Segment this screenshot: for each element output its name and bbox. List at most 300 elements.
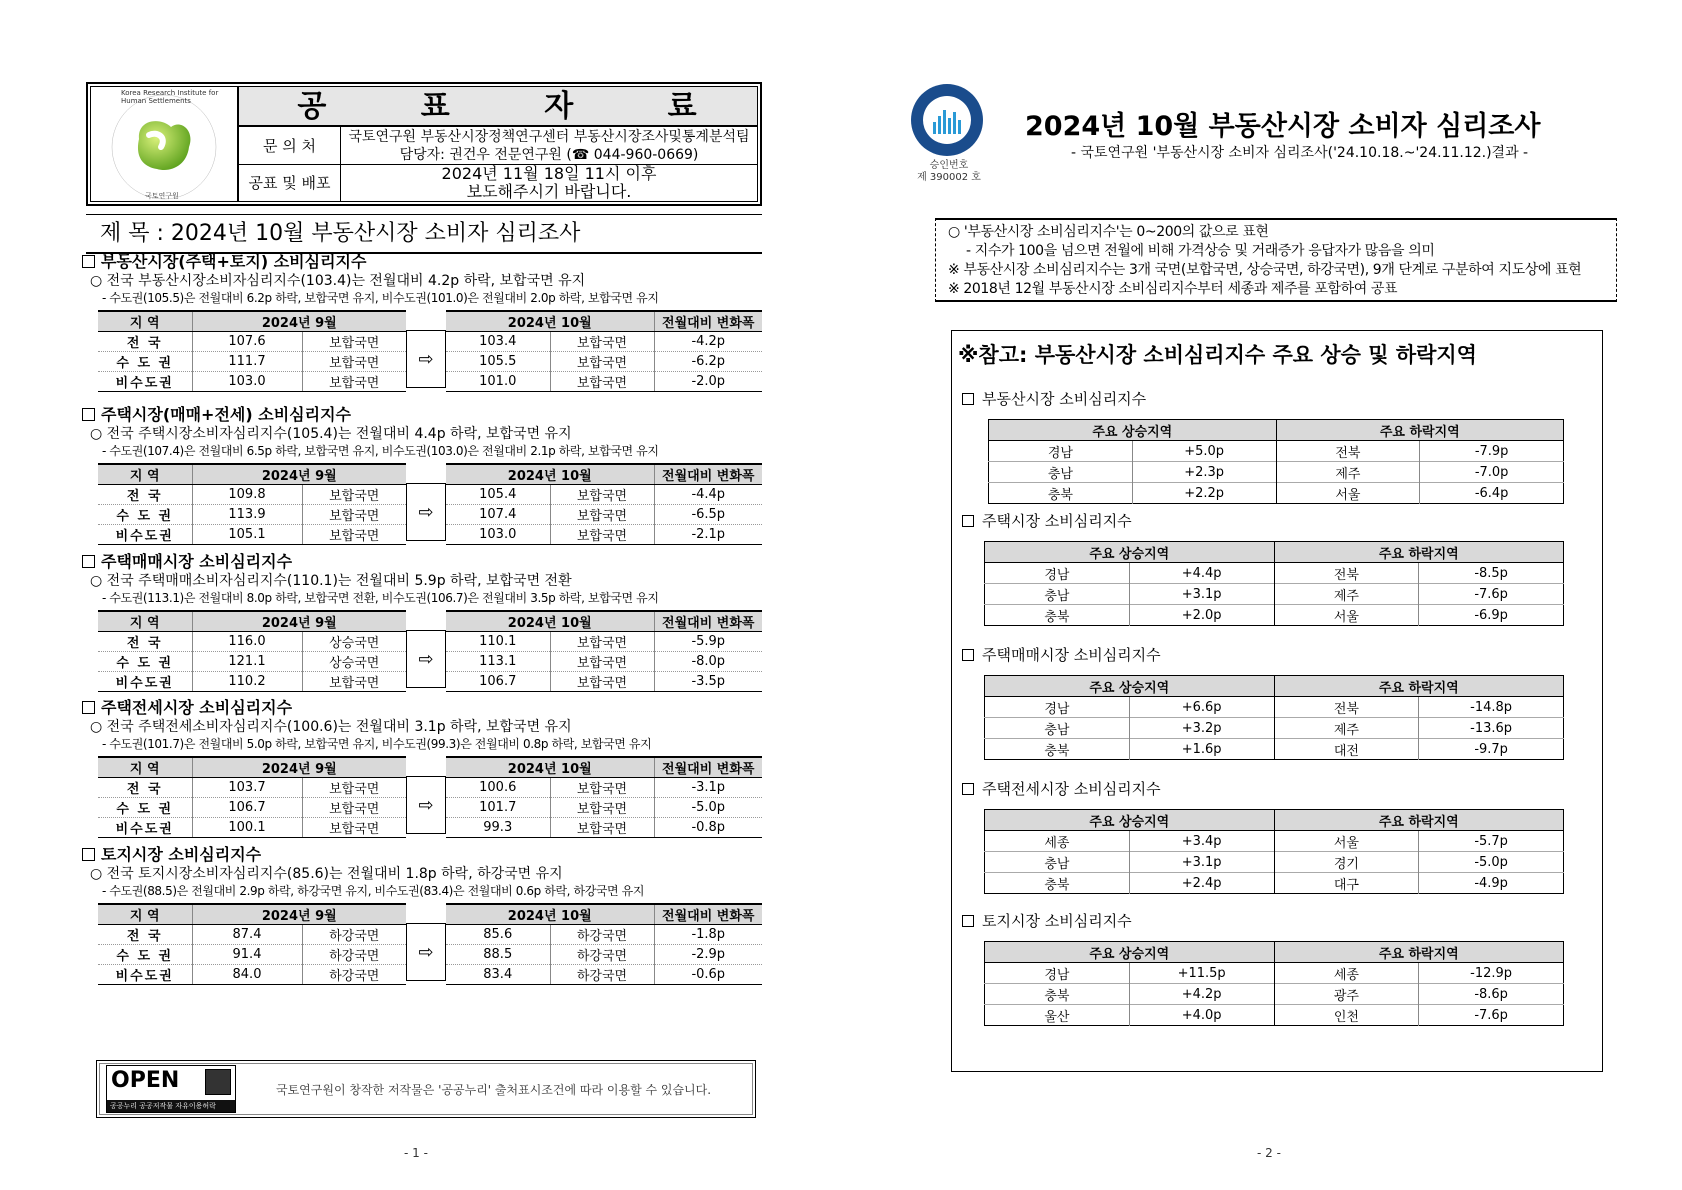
region-cell: 비수도권 [98, 672, 192, 692]
reference-section-title-text: 부동산시장 소비심리지수 [982, 390, 1147, 408]
checkbox-square-icon [82, 848, 95, 861]
october-table [446, 310, 762, 392]
table-row [985, 718, 1564, 739]
change-cell: -5.0p [654, 798, 762, 818]
section-sub-bullet: - 수도권(101.7)은 전월대비 5.0p 하락, 보합국면 유지, 비수도권(99.3)은 전월대비 0.8p 하락, 보합국면 유지 [102, 737, 652, 751]
table-row [98, 352, 406, 372]
oct-phase-cell: 보합국면 [550, 505, 654, 525]
down-value-cell: -7.9p [1420, 441, 1564, 462]
open-license-box [96, 1060, 756, 1118]
oct-phase-cell: 하강국면 [550, 925, 654, 945]
table-row [446, 798, 762, 818]
table-row [446, 965, 762, 985]
section-sub-bullet: - 수도권(113.1)은 전월대비 8.0p 하락, 보합국면 전환, 비수도권(106.7)은 전월대비 3.5p 하락, 보합국면 유지 [102, 591, 659, 605]
sep-phase-cell: 하강국면 [302, 945, 406, 965]
reference-section [962, 645, 1592, 760]
index-section [82, 845, 762, 984]
up-header: 주요 상승지역 [989, 420, 1277, 441]
region-cell: 수 도 권 [98, 945, 192, 965]
up-region-cell: 충북 [989, 483, 1133, 504]
right-arrow-icon: ⇨ [406, 630, 446, 688]
sep-value-cell: 111.7 [192, 352, 302, 372]
september-table [98, 463, 406, 545]
oct-value-cell: 106.7 [446, 672, 550, 692]
table-row [446, 945, 762, 965]
table-row [446, 525, 762, 545]
checkbox-square-icon [962, 783, 974, 795]
contact-line-1: 국토연구원 부동산시장정책연구센터 부동산시장조사및통계분석팀 [348, 128, 750, 145]
table-row [985, 584, 1564, 605]
sep-value-cell: 91.4 [192, 945, 302, 965]
region-cell: 전 국 [98, 632, 192, 652]
oct-value-cell: 103.0 [446, 525, 550, 545]
index-section [82, 405, 762, 544]
oct-value-cell: 107.4 [446, 505, 550, 525]
change-cell: -3.1p [691, 780, 726, 795]
sep-value-cell: 109.8 [192, 485, 302, 505]
change-cell: -6.5p [654, 505, 762, 525]
right-arrow-icon: ⇨ [406, 483, 446, 541]
table-row [98, 372, 406, 392]
up-value-cell: +11.5p [1129, 963, 1274, 984]
table-row [446, 632, 762, 652]
section-title-text: 토지시장 소비심리지수 [101, 845, 262, 864]
change-cell: -5.9p [691, 634, 726, 649]
table-row [989, 483, 1564, 504]
subject-line: 제 목 : 2024년 10월 부동산시장 소비자 심리조사 [86, 214, 762, 254]
right-arrow-icon: ⇨ [406, 776, 446, 834]
change-cell: -0.8p [654, 818, 762, 838]
oct-phase-cell: 보합국면 [550, 372, 654, 392]
sep-value-cell: 105.1 [192, 525, 302, 545]
reference-section [962, 371, 1592, 504]
up-value-cell: +1.6p [1129, 739, 1274, 760]
index-section [82, 252, 762, 391]
change-header: 전월대비 변화폭 [654, 464, 762, 485]
up-region-cell: 충북 [985, 605, 1130, 626]
table-row [98, 485, 406, 505]
up-region-cell: 충남 [989, 462, 1133, 483]
oct-header: 2024년 10월 [446, 464, 654, 485]
region-change-table [984, 809, 1564, 894]
sep-phase-cell: 보합국면 [302, 672, 406, 692]
reference-title: ※참고: 부동산시장 소비심리지수 주요 상승 및 하락지역 [958, 343, 1477, 367]
reference-section-title [962, 511, 1592, 531]
sep-phase-cell: 보합국면 [329, 336, 380, 351]
september-table [98, 756, 406, 838]
emblem-caption [913, 160, 985, 184]
page-2 [841, 0, 1682, 1190]
up-value-cell: +5.0p [1132, 441, 1276, 462]
down-region-cell: 제주 [1274, 584, 1419, 605]
down-region-cell: 서울 [1274, 605, 1419, 626]
open-logo-strip: 공공누리 공공저작물 자유이용허락 [107, 1100, 235, 1112]
oct-value-cell: 83.4 [446, 965, 550, 985]
down-value-cell: -6.9p [1419, 605, 1564, 626]
sep-value-cell: 113.9 [192, 505, 302, 525]
table-row [98, 632, 406, 652]
approval-label: 승인번호 [929, 160, 969, 171]
index-table [98, 903, 762, 984]
reference-section-title-text: 주택전세시장 소비심리지수 [982, 780, 1161, 798]
section-title-text: 주택시장(매매+전세) 소비심리지수 [101, 405, 351, 424]
up-value-cell: +2.3p [1132, 462, 1276, 483]
index-section [82, 698, 762, 837]
sep-value-cell: 116.0 [192, 632, 302, 652]
table-row [98, 652, 406, 672]
page-title: 2024년 10월 부동산시장 소비자 심리조사 [1025, 111, 1541, 142]
oct-value-cell: 101.0 [446, 372, 550, 392]
down-region-cell: 대구 [1274, 873, 1419, 894]
release-label: 공표 및 배포 [239, 165, 341, 201]
region-cell: 전 국 [98, 332, 192, 352]
table-row [989, 441, 1564, 462]
reference-section-title-text: 주택시장 소비심리지수 [982, 512, 1132, 530]
sep-header: 2024년 9월 [192, 757, 406, 778]
sep-phase-cell: 상승국면 [302, 652, 406, 672]
checkbox-square-icon [82, 701, 95, 714]
krihs-logo [91, 87, 239, 201]
open-license-text: 국토연구원이 창작한 저작물은 '공공누리' 출처표시조건에 따라 이용할 수 있습니다. [276, 1082, 712, 1097]
table-row [446, 672, 762, 692]
change-cell: -2.9p [654, 945, 762, 965]
table-row [98, 818, 406, 838]
up-value-cell: +4.2p [1129, 984, 1274, 1005]
section-sub-bullet: - 수도권(107.4)은 전월대비 6.5p 하락, 보합국면 유지, 비수도권(103.0)은 전월대비 2.1p 하락, 보합국면 유지 [102, 444, 659, 458]
table-row [985, 563, 1564, 584]
logo-caption-en: Korea Research Institute for Human Settlements [121, 89, 219, 105]
reference-section [962, 779, 1592, 894]
down-region-cell: 세종 [1274, 963, 1419, 984]
down-region-cell: 제주 [1274, 718, 1419, 739]
up-value-cell: +3.1p [1129, 852, 1274, 873]
sep-header: 2024년 9월 [192, 611, 406, 632]
up-region-cell: 울산 [985, 1005, 1130, 1026]
change-header: 전월대비 변화폭 [654, 611, 762, 632]
index-table [98, 463, 762, 544]
down-value-cell: -8.6p [1419, 984, 1564, 1005]
section-bullet: ○ 전국 주택매매소비자심리지수(110.1)는 전월대비 5.9p 하락, 보합국면 전환 [90, 573, 572, 589]
oct-value-cell: 105.5 [446, 352, 550, 372]
reference-section-title [962, 645, 1592, 665]
contact-label: 문 의 처 [239, 127, 341, 164]
oct-value-cell: 103.4 [446, 332, 550, 352]
sep-phase-cell: 보합국면 [302, 525, 406, 545]
oct-phase-cell: 보합국면 [550, 778, 654, 798]
region-cell: 전 국 [98, 925, 192, 945]
table-row [98, 505, 406, 525]
down-value-cell: -7.0p [1420, 462, 1564, 483]
up-region-cell: 경남 [985, 697, 1130, 718]
down-header: 주요 하락지역 [1274, 810, 1564, 831]
region-cell: 전 국 [98, 485, 192, 505]
change-header: 전월대비 변화폭 [654, 757, 762, 778]
table-row [985, 605, 1564, 626]
section-title [82, 698, 762, 718]
page-subtitle: - 국토연구원 '부동산시장 소비자 심리조사('24.10.18.~'24.11.12.)결과 - [1071, 145, 1529, 161]
release-line-2: 보도해주시기 바랍니다. [466, 182, 632, 201]
section-title [82, 552, 762, 572]
down-value-cell: -5.7p [1419, 831, 1564, 852]
region-change-table [984, 941, 1564, 1026]
release-title: 공 표 자 료 [239, 87, 757, 127]
region-header: 지 역 [98, 757, 192, 778]
oct-value-cell: 88.5 [446, 945, 550, 965]
region-cell: 비수도권 [98, 525, 192, 545]
up-value-cell: +4.0p [1129, 1005, 1274, 1026]
table-row [98, 798, 406, 818]
down-value-cell: -7.6p [1419, 584, 1564, 605]
up-region-cell: 세종 [985, 831, 1130, 852]
region-change-table [984, 541, 1564, 626]
up-region-cell: 경남 [985, 563, 1130, 584]
table-row [446, 652, 762, 672]
change-cell: -1.8p [691, 927, 726, 942]
oct-value-cell: 110.1 [446, 632, 550, 652]
up-value-cell: +3.4p [1129, 831, 1274, 852]
oct-value-cell: 85.6 [446, 925, 550, 945]
table-row [985, 831, 1564, 852]
down-region-cell: 전북 [1274, 563, 1419, 584]
up-region-cell: 충북 [985, 984, 1130, 1005]
section-title-text: 부동산시장(주택+토지) 소비심리지수 [101, 252, 367, 271]
sep-header: 2024년 9월 [192, 311, 406, 332]
reference-section-title [962, 911, 1592, 931]
table-row [446, 332, 762, 352]
reference-section [962, 511, 1592, 626]
table-row [985, 963, 1564, 984]
index-note-box [935, 218, 1617, 302]
section-sub-bullet: - 수도권(88.5)은 전월대비 2.9p 하락, 하강국면 유지, 비수도권(83.4)은 전월대비 0.6p 하락, 하강국면 유지 [102, 884, 645, 898]
up-value-cell: +4.4p [1129, 563, 1274, 584]
sep-phase-cell: 보합국면 [302, 372, 406, 392]
sep-phase-cell: 보합국면 [302, 352, 406, 372]
open-logo-text: OPEN [111, 1068, 180, 1093]
up-header: 주요 상승지역 [985, 810, 1275, 831]
sep-header: 2024년 9월 [192, 904, 406, 925]
table-row [446, 818, 762, 838]
down-value-cell: -14.8p [1419, 697, 1564, 718]
region-cell: 비수도권 [98, 818, 192, 838]
table-row [985, 739, 1564, 760]
sep-phase-cell: 보합국면 [329, 489, 380, 504]
oct-phase-cell: 보합국면 [550, 632, 654, 652]
approval-number: 제 390002 호 [917, 172, 981, 183]
down-header: 주요 하락지역 [1274, 676, 1564, 697]
index-table [98, 310, 762, 391]
sep-value-cell: 103.7 [192, 778, 302, 798]
down-value-cell: -12.9p [1419, 963, 1564, 984]
sep-phase-cell: 하강국면 [329, 929, 380, 944]
section-sub-bullet: - 수도권(105.5)은 전월대비 6.2p 하락, 보합국면 유지, 비수도권(101.0)은 전월대비 2.0p 하락, 보합국면 유지 [102, 291, 659, 305]
october-table [446, 756, 762, 838]
down-value-cell: -9.7p [1419, 739, 1564, 760]
table-row [98, 778, 406, 798]
change-cell: -0.6p [654, 965, 762, 985]
down-region-cell: 전북 [1276, 441, 1420, 462]
oct-phase-cell: 하강국면 [550, 945, 654, 965]
reference-section [962, 911, 1592, 1026]
region-cell: 전 국 [98, 778, 192, 798]
table-row [985, 1005, 1564, 1026]
checkbox-square-icon [82, 555, 95, 568]
oct-value-cell: 113.1 [446, 652, 550, 672]
change-cell: -8.0p [654, 652, 762, 672]
down-value-cell: -8.5p [1419, 563, 1564, 584]
sep-value-cell: 84.0 [192, 965, 302, 985]
contact-line-2: 담당자: 권건우 전문연구원 (☎ 044-960-0669) [399, 146, 699, 163]
october-table [446, 463, 762, 545]
table-row [98, 332, 406, 352]
sep-phase-cell: 보합국면 [302, 818, 406, 838]
up-header: 주요 상승지역 [985, 942, 1275, 963]
down-value-cell: -7.6p [1419, 1005, 1564, 1026]
section-title [82, 845, 762, 865]
up-region-cell: 경남 [989, 441, 1133, 462]
down-region-cell: 대전 [1274, 739, 1419, 760]
note-line: - 지수가 100을 넘으면 전월에 비해 가격상승 및 거래증가 응답자가 많음을 의미 [966, 243, 1435, 259]
oct-phase-cell: 보합국면 [550, 485, 654, 505]
change-cell: -2.1p [654, 525, 762, 545]
logo-caption-ko: 국토연구원 [145, 192, 179, 200]
change-header: 전월대비 변화폭 [654, 904, 762, 925]
oct-phase-cell: 하강국면 [550, 965, 654, 985]
change-cell: -4.4p [691, 487, 726, 502]
up-value-cell: +3.2p [1129, 718, 1274, 739]
october-table [446, 610, 762, 692]
down-value-cell: -6.4p [1420, 483, 1564, 504]
oct-phase-cell: 보합국면 [550, 652, 654, 672]
sep-value-cell: 110.2 [192, 672, 302, 692]
table-row [446, 925, 762, 945]
national-statistics-emblem-icon [911, 84, 983, 156]
change-cell: -3.5p [654, 672, 762, 692]
checkbox-square-icon [962, 915, 974, 927]
down-value-cell: -5.0p [1419, 852, 1564, 873]
table-row [98, 672, 406, 692]
section-bullet: ○ 전국 주택전세소비자심리지수(100.6)는 전월대비 3.1p 하락, 보합국면 유지 [90, 719, 572, 735]
section-title-text: 주택매매시장 소비심리지수 [101, 552, 293, 571]
down-header: 주요 하락지역 [1276, 420, 1564, 441]
down-region-cell: 경기 [1274, 852, 1419, 873]
up-region-cell: 경남 [985, 963, 1130, 984]
up-value-cell: +2.2p [1132, 483, 1276, 504]
note-line: ※ 부동산시장 소비심리지수는 3개 국면(보합국면, 상승국면, 하강국면), 9개 단계로 구분하여 지도상에 표현 [948, 262, 1582, 278]
up-header: 주요 상승지역 [985, 542, 1275, 563]
region-header: 지 역 [98, 611, 192, 632]
sep-header: 2024년 9월 [192, 464, 406, 485]
down-region-cell: 서울 [1274, 831, 1419, 852]
down-header: 주요 하락지역 [1274, 542, 1564, 563]
reference-section-title-text: 토지시장 소비심리지수 [982, 912, 1132, 930]
table-row [985, 697, 1564, 718]
index-table [98, 756, 762, 837]
oct-phase-cell: 보합국면 [550, 672, 654, 692]
table-row [98, 965, 406, 985]
region-cell: 수 도 권 [98, 652, 192, 672]
reference-section-title [962, 389, 1592, 409]
september-table [98, 310, 406, 392]
down-region-cell: 제주 [1276, 462, 1420, 483]
oct-header: 2024년 10월 [446, 904, 654, 925]
region-change-table [988, 419, 1564, 504]
oct-phase-cell: 보합국면 [550, 818, 654, 838]
change-header: 전월대비 변화폭 [654, 311, 762, 332]
page-number: - 1 - [404, 1146, 428, 1160]
up-value-cell: +3.1p [1129, 584, 1274, 605]
oct-phase-cell: 보합국면 [550, 332, 654, 352]
up-value-cell: +2.4p [1129, 873, 1274, 894]
checkbox-square-icon [962, 649, 974, 661]
up-value-cell: +6.6p [1129, 697, 1274, 718]
october-table [446, 903, 762, 985]
right-arrow-icon: ⇨ [406, 923, 446, 981]
sep-phase-cell: 하강국면 [302, 965, 406, 985]
checkbox-square-icon [962, 515, 974, 527]
sep-phase-cell: 보합국면 [302, 505, 406, 525]
region-cell: 수 도 권 [98, 798, 192, 818]
table-row [446, 778, 762, 798]
up-region-cell: 충남 [985, 718, 1130, 739]
sep-value-cell: 100.1 [192, 818, 302, 838]
section-bullet: ○ 전국 토지시장소비자심리지수(85.6)는 전월대비 1.8p 하락, 하강국면 유지 [90, 866, 563, 882]
up-value-cell: +2.0p [1129, 605, 1274, 626]
region-cell: 비수도권 [98, 965, 192, 985]
down-region-cell: 인천 [1274, 1005, 1419, 1026]
sep-phase-cell: 보합국면 [329, 782, 380, 797]
sep-phase-cell: 상승국면 [329, 636, 380, 651]
press-release-header [86, 82, 762, 206]
note-line: ○ '부동산시장 소비심리지수'는 0~200의 값으로 표현 [948, 224, 1269, 240]
reference-box [951, 330, 1603, 1072]
down-header: 주요 하락지역 [1274, 942, 1564, 963]
region-header: 지 역 [98, 311, 192, 332]
september-table [98, 610, 406, 692]
september-table [98, 903, 406, 985]
up-region-cell: 충북 [985, 739, 1130, 760]
table-row [985, 984, 1564, 1005]
index-table [98, 610, 762, 691]
oct-phase-cell: 보합국면 [550, 525, 654, 545]
sep-value-cell: 87.4 [192, 925, 302, 945]
checkbox-square-icon [962, 393, 974, 405]
up-region-cell: 충남 [985, 584, 1130, 605]
table-row [98, 945, 406, 965]
region-header: 지 역 [98, 904, 192, 925]
region-header: 지 역 [98, 464, 192, 485]
oct-header: 2024년 10월 [446, 311, 654, 332]
change-cell: -2.0p [654, 372, 762, 392]
oct-header: 2024년 10월 [446, 757, 654, 778]
down-region-cell: 광주 [1274, 984, 1419, 1005]
table-row [446, 372, 762, 392]
checkbox-square-icon [82, 255, 95, 268]
oct-phase-cell: 보합국면 [550, 798, 654, 818]
section-bullet: ○ 전국 주택시장소비자심리지수(105.4)는 전월대비 4.4p 하락, 보합국면 유지 [90, 426, 572, 442]
region-cell: 비수도권 [98, 372, 192, 392]
sep-value-cell: 107.6 [192, 332, 302, 352]
release-line-1: 2024년 11월 18일 11시 이후 [441, 164, 657, 183]
oct-phase-cell: 보합국면 [550, 352, 654, 372]
table-row [98, 525, 406, 545]
sep-value-cell: 106.7 [192, 798, 302, 818]
change-cell: -6.2p [654, 352, 762, 372]
up-header: 주요 상승지역 [985, 676, 1275, 697]
down-value-cell: -4.9p [1419, 873, 1564, 894]
oct-value-cell: 100.6 [446, 778, 550, 798]
index-section [82, 552, 762, 691]
up-region-cell: 충북 [985, 873, 1130, 894]
